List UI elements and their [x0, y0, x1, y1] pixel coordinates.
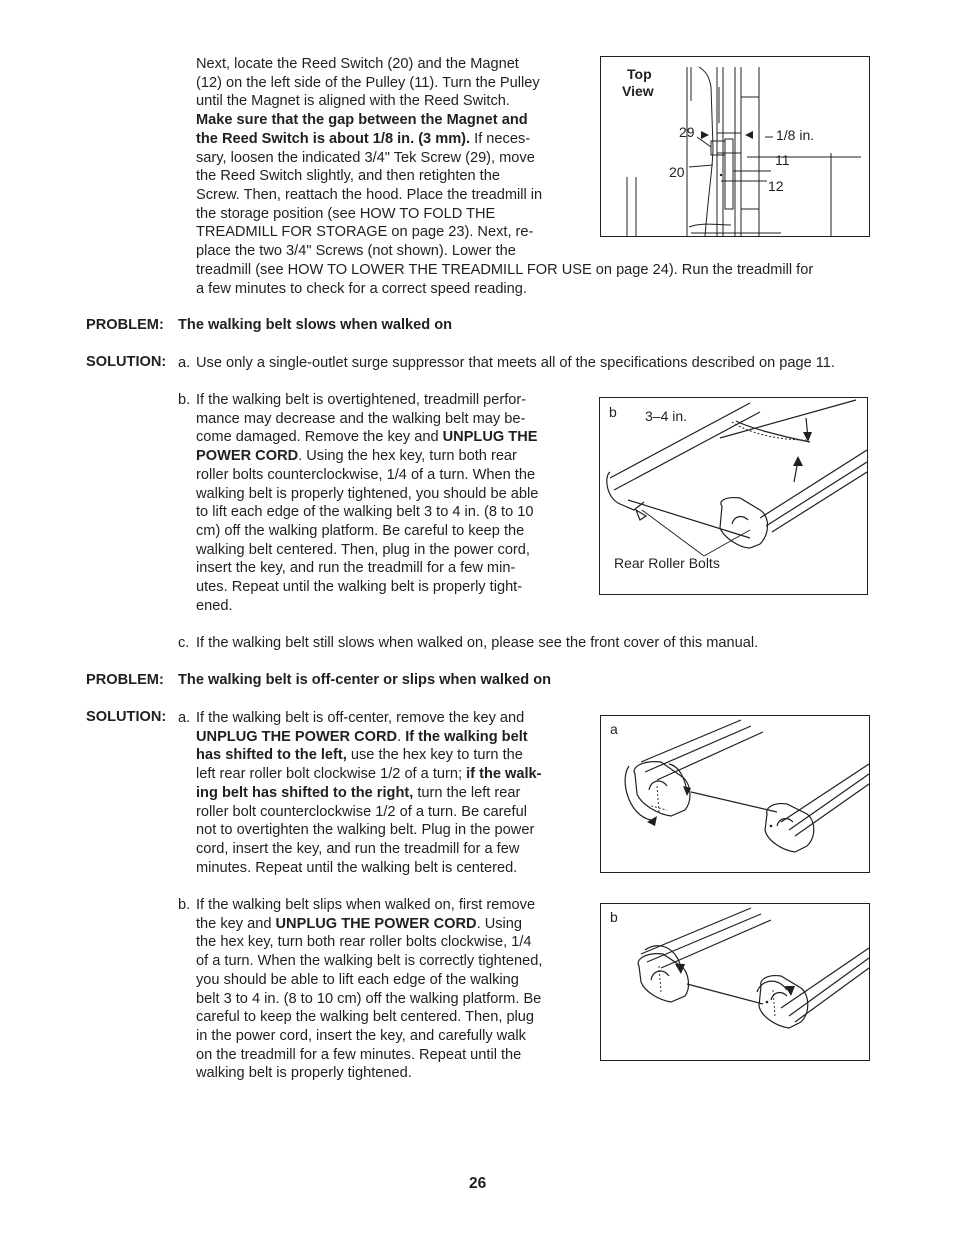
text-line: come damaged. Remove the key and [196, 429, 443, 446]
text-line: mance may decrease and the walking belt may be- [196, 410, 526, 427]
intro-wide-lines [196, 261, 876, 298]
text-line: . Using the hex key, turn both rear [298, 448, 517, 465]
intro-line: place the two 3/4" Screws (not shown). Lower the [196, 243, 516, 260]
text-line: the hex key, turn both rear roller bolts clockwise, 1/4 [196, 934, 532, 951]
off-center-drawing [601, 716, 869, 872]
intro-line: until the Magnet is aligned with the Reed Switch. [196, 93, 510, 110]
text-line: If the walking belt slips when walked on, first remove [196, 897, 536, 913]
intro-line: (12) on the left side of the Pulley (11). Turn the Pulley [196, 74, 540, 91]
text-line: ened. [196, 597, 233, 614]
bold-text: ing belt has shifted to the right, [196, 784, 414, 801]
figure-letter: b [610, 909, 618, 925]
text-line: turn the left rear [413, 784, 521, 801]
intro-line: sary, loosen the indicated 3/4" Tek Screw (29), move [196, 149, 535, 166]
figure-letter: a [610, 721, 618, 737]
solution-1c-letter: c. [178, 635, 190, 651]
slipping-belt-drawing [601, 904, 869, 1060]
text-line: to lift each edge of the walking belt 3 to 4 in. (8 to 10 [196, 504, 534, 521]
text-line: . Using [476, 915, 523, 932]
solution-1b-text [196, 391, 576, 615]
solution-2a-text [196, 709, 576, 877]
warning-text: UNPLUG THE POWER CORD [196, 728, 398, 745]
text-line: on the treadmill for a few minutes. Repeat until the [196, 1046, 522, 1063]
belt-tension-figure [599, 397, 868, 595]
solution-2a-letter: a. [178, 710, 191, 726]
warning-text: UNPLUG THE [442, 429, 538, 446]
intro-line: TREADMILL FOR STORAGE on page 23). Next, re- [196, 224, 534, 241]
measure-label: 3–4 in. [645, 408, 688, 424]
figure-letter: b [609, 404, 617, 420]
solution-2-label: SOLUTION: [86, 709, 167, 725]
text-line: belt 3 to 4 in. (8 to 10 cm) off the walking platform. Be [196, 990, 542, 1007]
text-line: If the walking belt is off-center, remove the key and [196, 710, 525, 726]
text-line: not to overtighten the walking belt. Plug in the power [196, 822, 535, 839]
text-line: cord, insert the key, and run the treadmill for a few [196, 840, 520, 857]
text-line: cm) off the walking platform. Be careful to keep the [196, 522, 525, 539]
solution-1a-letter: a. [178, 355, 191, 371]
problem-2-heading [86, 672, 552, 688]
solution-1b-letter: b. [178, 392, 191, 408]
label-20: 20 [669, 164, 685, 180]
solution-1a-text: Use only a single-outlet surge suppressor that meets all of the specifications described on page 11. [196, 355, 835, 371]
intro-line: Screw. Then, reattach the hood. Place the treadmill in [196, 186, 543, 203]
text-line: walking belt centered. Then, plug in the power cord, [196, 541, 530, 558]
problem-1-heading [86, 317, 453, 333]
off-center-figure [600, 715, 870, 873]
text-line: you should be able to lift each edge of the walking [196, 971, 519, 988]
label-29: 29 [679, 124, 695, 140]
label-gap: 1/8 in. [776, 127, 815, 143]
intro-paragraph [196, 55, 576, 261]
warning-text: POWER CORD [196, 448, 299, 465]
text-line: utes. Repeat until the walking belt is properly tight- [196, 579, 523, 596]
intro-line: a few minutes to check for a correct speed reading. [196, 280, 527, 297]
text-line: . [397, 728, 406, 745]
bold-text: has shifted to the left, [196, 747, 347, 764]
solution-2b-text [196, 896, 576, 1083]
text-line: minutes. Repeat until the walking belt is centered. [196, 859, 518, 876]
problem-text: The walking belt slows when walked on [178, 317, 453, 333]
label-11: 11 [775, 152, 790, 168]
text-line: walking belt is properly tightened. [196, 1065, 412, 1082]
text-line: If the walking belt is overtightened, treadmill perfor- [196, 392, 527, 408]
bold-text: if the walk- [466, 766, 542, 783]
solution-2b-letter: b. [178, 897, 191, 913]
top-view-title-line: Top [627, 66, 652, 82]
page-number: 26 [469, 1175, 487, 1192]
text-line: of a turn. When the walking belt is correctly tightened, [196, 953, 543, 970]
text-line: the key and [196, 915, 276, 932]
label-12: 12 [768, 178, 784, 194]
problem-label: PROBLEM: [86, 317, 164, 333]
slipping-belt-figure [600, 903, 870, 1061]
solution-1c-text: If the walking belt still slows when walked on, please see the front cover of this manual. [196, 635, 759, 651]
text-line: use the hex key to turn the [346, 747, 523, 764]
intro-line: the Reed Switch slightly, and then retighten the [196, 168, 500, 185]
intro-line: the storage position (see HOW TO FOLD THE [196, 205, 496, 222]
intro-bold-line: Make sure that the gap between the Magnet and [196, 112, 528, 129]
text-line: walking belt is properly tightened, you should be able [196, 485, 539, 502]
bold-text: If the walking belt [405, 728, 528, 745]
problem-label: PROBLEM: [86, 672, 164, 688]
solution-1-label: SOLUTION: [86, 354, 167, 370]
rear-roller-bolts-caption: Rear Roller Bolts [614, 555, 720, 571]
warning-text: UNPLUG THE POWER CORD [275, 915, 477, 932]
top-view-title-line: View [622, 83, 654, 99]
text-line: left rear roller bolt clockwise 1/2 of a turn; [196, 766, 467, 783]
text-line: roller bolts counterclockwise, 1/4 of a turn. When the [196, 466, 536, 483]
top-view-figure [600, 56, 870, 237]
problem-text: The walking belt is off-center or slips when walked on [178, 672, 552, 688]
top-view-title [622, 66, 654, 100]
text-line: careful to keep the walking belt centered. Then, plug [196, 1009, 535, 1026]
text-line: roller bolt counterclockwise 1/2 of a turn. Be careful [196, 803, 527, 820]
text-line: insert the key, and run the treadmill for a few min- [196, 560, 516, 577]
intro-line: If neces- [470, 130, 531, 147]
text-line: in the power cord, insert the key, and carefully walk [196, 1027, 526, 1044]
intro-bold-line: the Reed Switch is about 1/8 in. (3 mm). [196, 130, 471, 147]
intro-line: Next, locate the Reed Switch (20) and the Magnet [196, 56, 519, 72]
intro-line: treadmill (see HOW TO LOWER THE TREADMILL FOR USE on page 24). Run the treadmill for [196, 262, 814, 278]
